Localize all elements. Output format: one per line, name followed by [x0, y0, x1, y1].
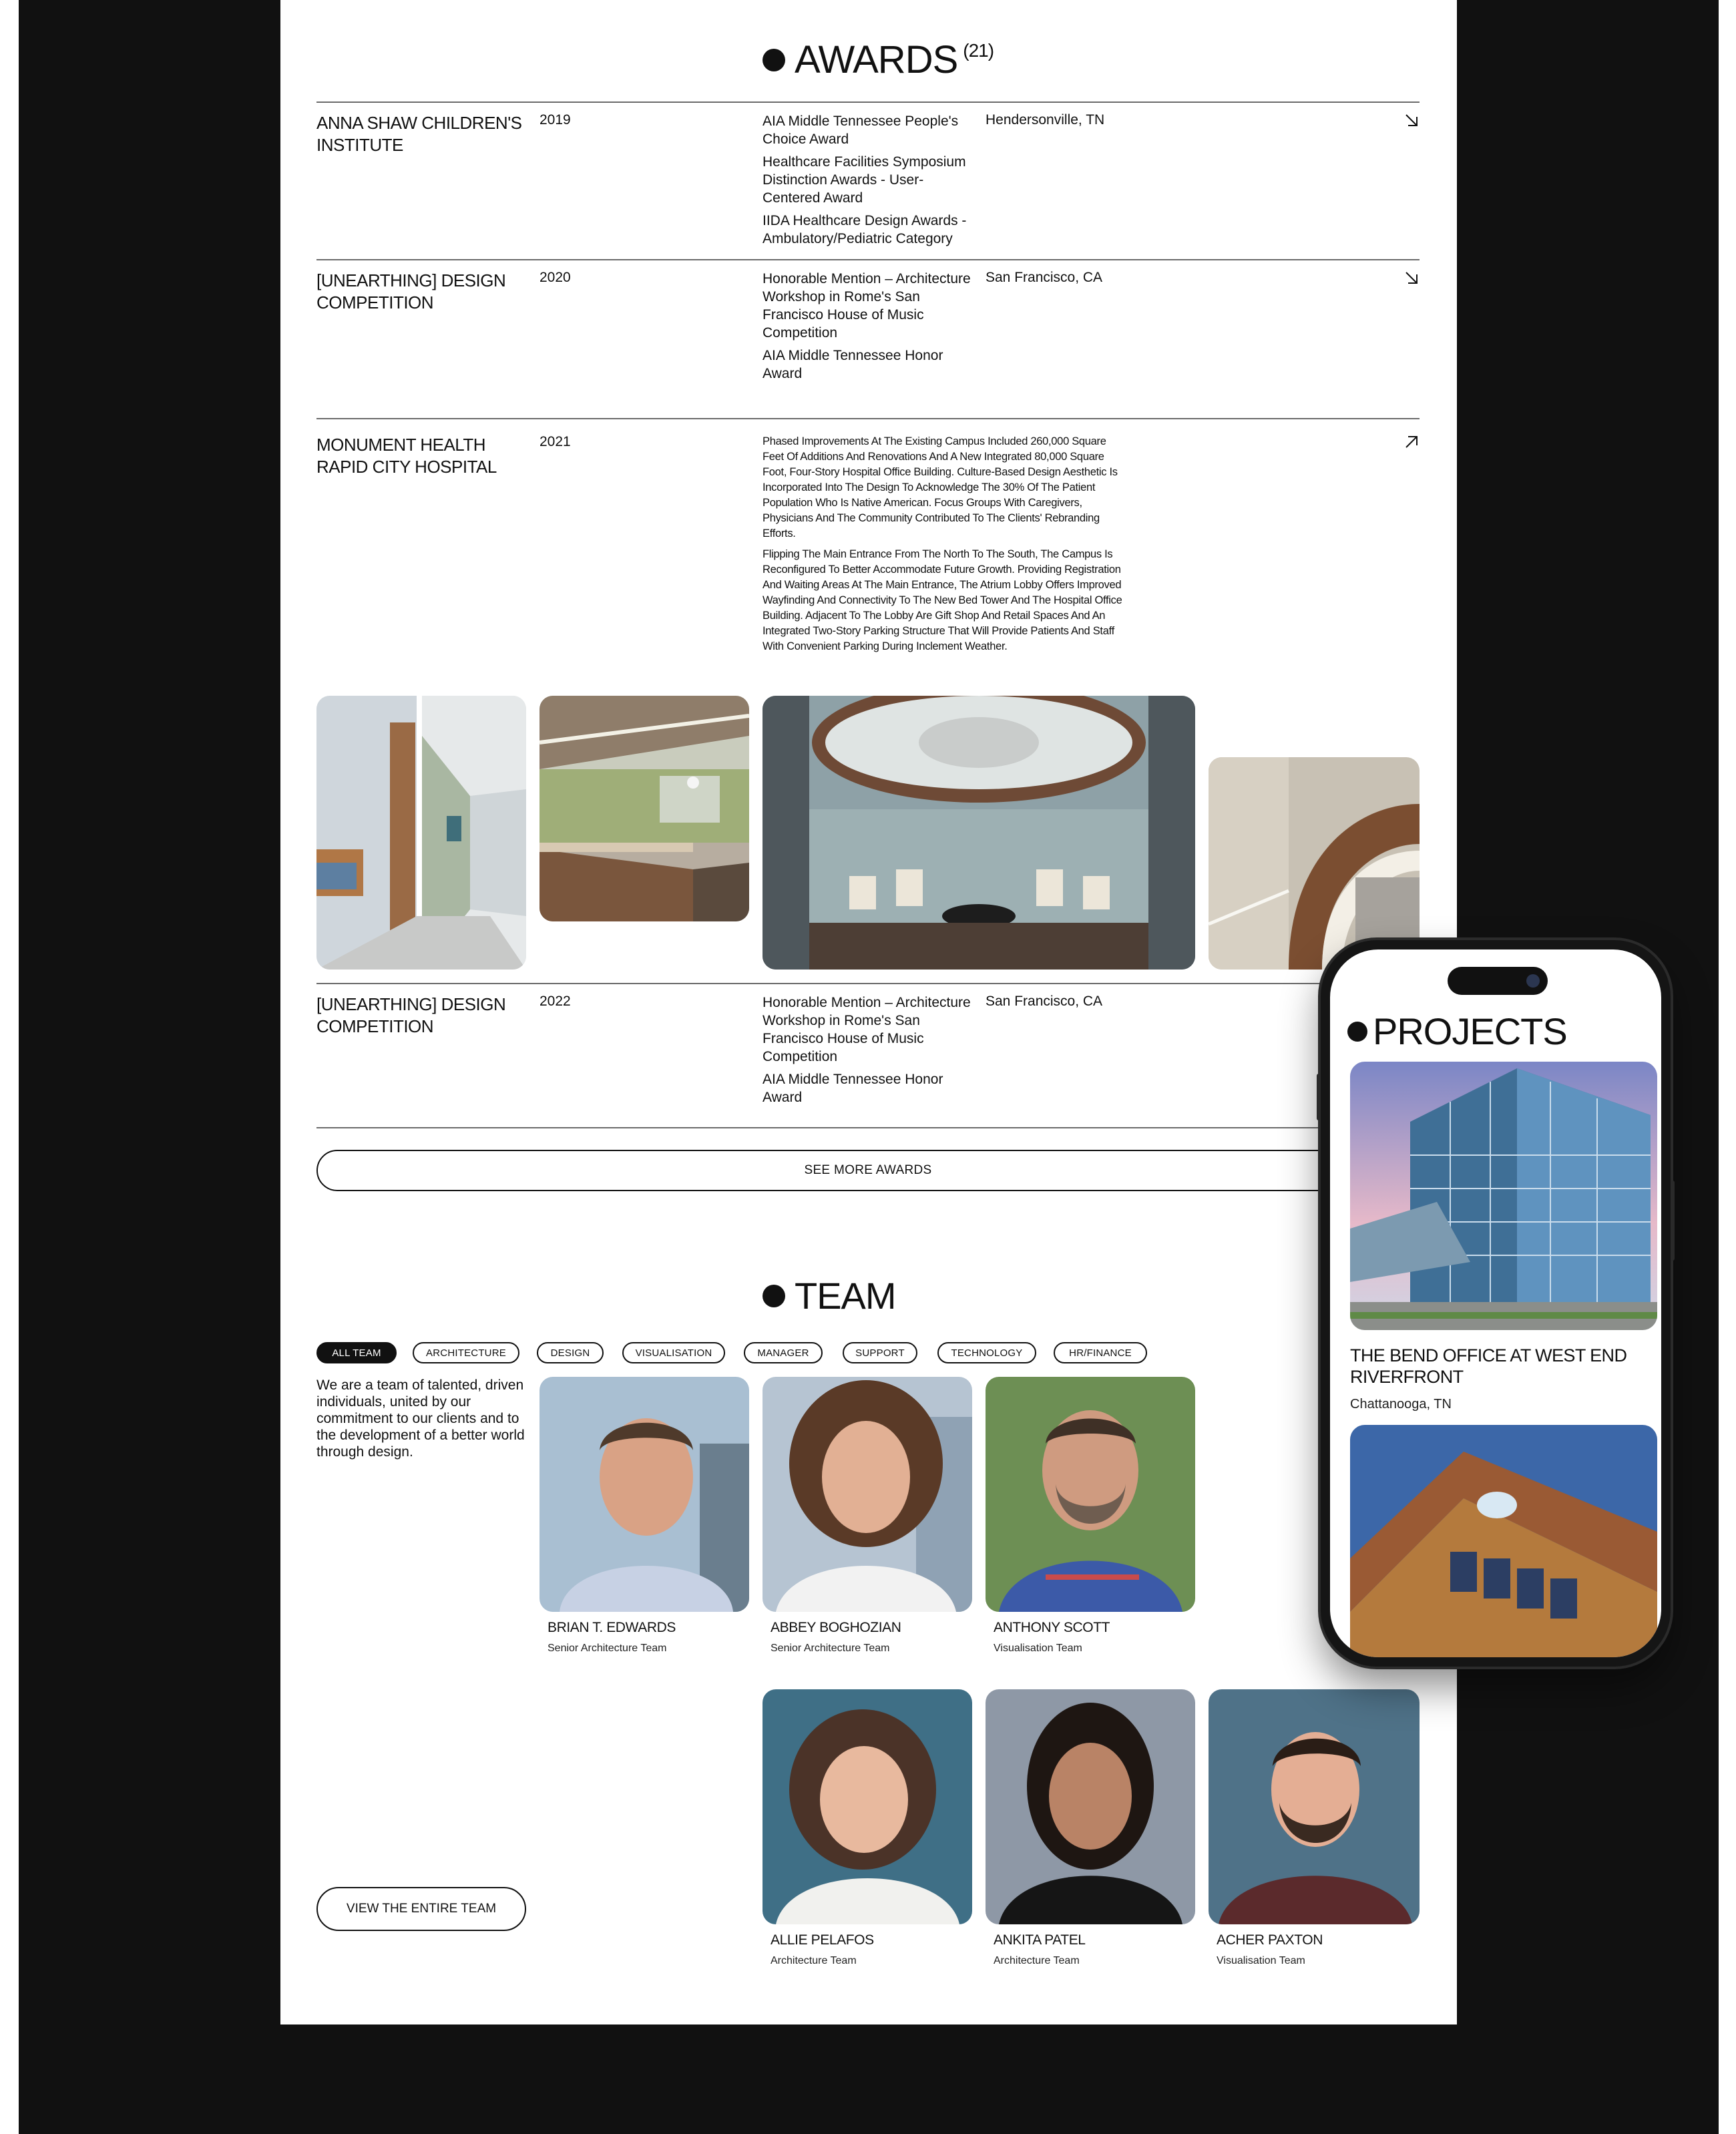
member-portrait[interactable] — [539, 1377, 749, 1612]
project-city: Chattanooga, TN — [1350, 1397, 1452, 1412]
member-portrait[interactable] — [1209, 1689, 1420, 1924]
award-item: Healthcare Facilities Symposium Distinction Awards - User-Centered Award — [763, 154, 966, 206]
phone-projects-heading — [1347, 1010, 1567, 1053]
award-project-name: [UNEARTHING] DESIGN COMPETITION — [316, 270, 506, 312]
bullet-dot-icon — [763, 1285, 785, 1307]
member-portrait[interactable] — [763, 1377, 972, 1612]
member-name[interactable]: ANKITA PATEL — [994, 1932, 1086, 1948]
member-role: Architecture Team — [994, 1955, 1080, 1966]
view-entire-team-button[interactable]: VIEW THE ENTIRE TEAM — [316, 1887, 526, 1931]
member-name[interactable]: BRIAN T. EDWARDS — [548, 1620, 676, 1635]
award-list — [763, 994, 976, 1111]
project-photo-corridor[interactable] — [316, 696, 526, 970]
description-paragraph: Flipping The Main Entrance From The North To The South, The Campus Is Reconfigured To Better Accommodate Future Growth. Providing Registration And Waiting Areas At The Main Entrance, The Atrium Lobby Offers Improved Wayfinding And Connectivity To The New Bed Tower And The Hospital Office Building. Adjacent To The Lobby Are Gift Shop And Retail Spaces And An Integrated Two-Story Parking Structure That Will Provide Patients And Staff With Convenient Parking During Inclement Weather. — [763, 548, 1122, 652]
award-year: 2022 — [539, 994, 571, 1009]
filter-architecture[interactable]: ARCHITECTURE — [413, 1342, 519, 1363]
award-item: AIA Middle Tennessee Honor Award — [763, 348, 943, 381]
award-location: San Francisco, CA — [986, 994, 1103, 1009]
member-role: Senior Architecture Team — [548, 1643, 667, 1654]
member-role: Architecture Team — [771, 1955, 857, 1966]
award-project-name: [UNEARTHING] DESIGN COMPETITION — [316, 994, 506, 1036]
awards-count: (21) — [963, 40, 994, 61]
award-item: IIDA Healthcare Design Awards - Ambulatory/Pediatric Category — [763, 213, 967, 246]
filter-manager[interactable]: MANAGER — [744, 1342, 823, 1363]
arrow-down-right-icon[interactable] — [1403, 270, 1420, 286]
team-intro-text: We are a team of talented, driven individuals, united by our commitment to our clients and to the development of a better world through design. — [316, 1377, 525, 1460]
award-project-name: MONUMENT HEALTH RAPID CITY HOSPITAL — [316, 435, 497, 477]
project-image[interactable] — [1350, 1425, 1657, 1657]
phone-screen — [1330, 949, 1661, 1657]
awards-page — [280, 0, 1457, 2024]
award-list — [763, 112, 976, 252]
award-location: San Francisco, CA — [986, 270, 1103, 285]
member-role: Senior Architecture Team — [771, 1643, 890, 1654]
see-more-awards-button[interactable]: SEE MORE AWARDS — [316, 1150, 1420, 1191]
project-photo-reception[interactable] — [539, 696, 749, 921]
filter-hr-finance[interactable]: HR/FINANCE — [1054, 1342, 1147, 1363]
award-row[interactable] — [316, 101, 1420, 259]
bullet-dot-icon — [1347, 1022, 1367, 1042]
phone-projects-title: PROJECTS — [1373, 1010, 1567, 1052]
award-location: Hendersonville, TN — [986, 112, 1105, 128]
awards-heading — [763, 37, 994, 82]
member-portrait[interactable] — [986, 1377, 1195, 1612]
member-portrait[interactable] — [763, 1689, 972, 1924]
phone-side-button — [1317, 1074, 1321, 1120]
member-name[interactable]: ANTHONY SCOTT — [994, 1620, 1110, 1635]
project-image[interactable] — [1350, 1062, 1657, 1330]
phone-mockup — [1321, 940, 1671, 1667]
camera-icon — [1526, 974, 1540, 988]
team-title: TEAM — [795, 1275, 896, 1317]
member-role: Visualisation Team — [994, 1643, 1082, 1654]
award-item: AIA Middle Tennessee People's Choice Award — [763, 114, 959, 147]
project-name[interactable]: THE BEND OFFICE AT WEST END RIVERFRONT — [1350, 1345, 1627, 1387]
awards-title: AWARDS — [795, 38, 958, 81]
award-row[interactable] — [316, 983, 1420, 1127]
frame-left — [19, 0, 280, 2134]
divider — [316, 1127, 1420, 1128]
arrow-down-right-icon[interactable] — [1403, 112, 1420, 128]
filter-technology[interactable]: TECHNOLOGY — [937, 1342, 1036, 1363]
member-role: Visualisation Team — [1217, 1955, 1305, 1966]
award-year: 2021 — [539, 434, 571, 449]
award-list — [763, 270, 976, 387]
filter-support[interactable]: SUPPORT — [843, 1342, 917, 1363]
award-year: 2019 — [539, 112, 571, 128]
member-name[interactable]: ALLIE PELAFOS — [771, 1932, 874, 1948]
award-item: Honorable Mention – Architecture Workshop in Rome's San Francisco House of Music Competition — [763, 995, 971, 1064]
member-name[interactable]: ACHER PAXTON — [1217, 1932, 1323, 1948]
member-portrait[interactable] — [986, 1689, 1195, 1924]
project-photo-atrium[interactable] — [1209, 757, 1420, 970]
filter-all-team[interactable]: ALL TEAM — [316, 1342, 397, 1363]
filter-visualisation[interactable]: VISUALISATION — [622, 1342, 725, 1363]
arrow-up-right-icon[interactable] — [1403, 434, 1420, 450]
team-heading — [763, 1274, 896, 1317]
project-photo-lobby[interactable] — [763, 696, 1195, 970]
award-year: 2020 — [539, 270, 571, 285]
filter-design[interactable]: DESIGN — [537, 1342, 604, 1363]
award-project-name: ANNA SHAW CHILDREN'S INSTITUTE — [316, 113, 522, 155]
dynamic-island — [1448, 967, 1548, 995]
member-name[interactable]: ABBEY BOGHOZIAN — [771, 1620, 901, 1635]
bullet-dot-icon — [763, 49, 785, 71]
award-item: AIA Middle Tennessee Honor Award — [763, 1072, 943, 1105]
phone-side-button — [1671, 1181, 1675, 1261]
award-row[interactable] — [316, 259, 1420, 418]
description-paragraph: Phased Improvements At The Existing Campus Included 260,000 Square Feet Of Additions And Renovations And A New Integrated 80,000 Square Foot, Four-Story Hospital Office Building. Culture-Based Design Aesthetic Is Incorporated Into The Design To Acknowledge The 30% Of The Patient Population Who Is Native American. Focus Groups With Caregivers, Physicians And The Community Contributed To The Clients' Rebranding Efforts. — [763, 435, 1118, 540]
award-item: Honorable Mention – Architecture Workshop in Rome's San Francisco House of Music Competition — [763, 271, 971, 341]
award-description — [763, 434, 1123, 660]
frame-bottom — [19, 2024, 1719, 2134]
